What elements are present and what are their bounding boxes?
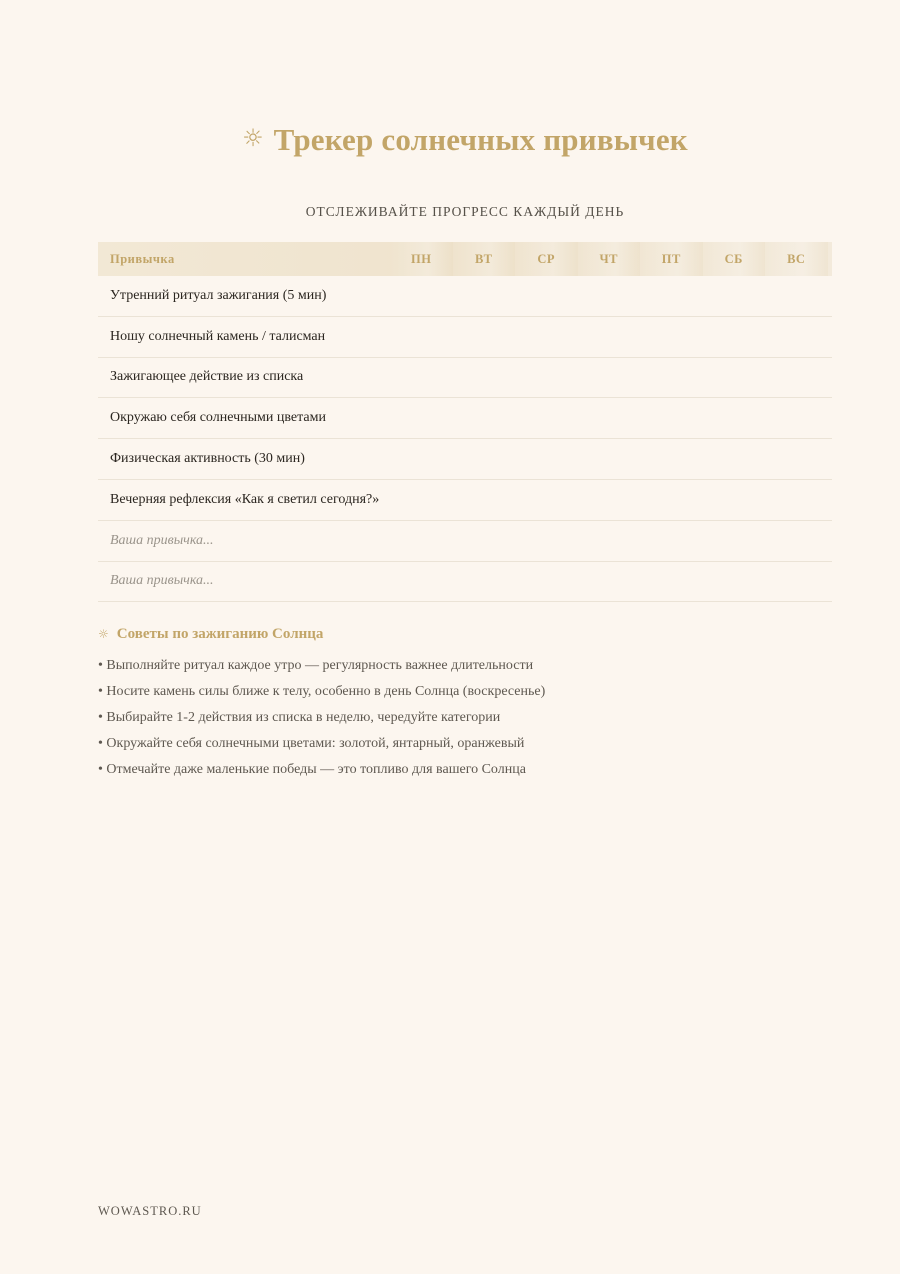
habit-label: Окружаю себя солнечными цветами (110, 410, 326, 426)
table-row-custom (98, 521, 832, 562)
table-header (98, 242, 832, 276)
custom-habit-placeholder: Ваша привычка... (110, 532, 214, 548)
page-title-text: Трекер солнечных привычек (273, 122, 688, 157)
footer-site: WOWASTRO.RU (98, 1204, 202, 1218)
sun-icon: ☼ (98, 627, 109, 641)
habit-label: Утренний ритуал зажигания (5 мин) (110, 287, 327, 303)
tips-title (98, 625, 323, 643)
column-header-tue: ВТ (453, 242, 516, 276)
tip-item: • Носите камень силы ближе к телу, особенно в день Солнца (воскресенье) (98, 684, 546, 699)
tip-item: • Выполняйте ритуал каждое утро — регулярность важнее длительности (98, 658, 534, 673)
tip-item: • Выбирайте 1-2 действия из списка в неделю, чередуйте категории (98, 710, 501, 725)
table-row (98, 398, 832, 439)
tips-heading: Советы по зажиганию Солнца (116, 626, 324, 642)
habit-label: Вечерняя рефлексия «Как я светил сегодня?» (110, 491, 380, 507)
column-header-wed: СР (515, 242, 578, 276)
tip-item: • Отмечайте даже маленькие победы — это топливо для вашего Солнца (98, 762, 526, 777)
custom-habit-placeholder: Ваша привычка... (110, 573, 214, 589)
column-header-habit: Привычка (110, 251, 175, 266)
page-title (98, 122, 832, 158)
habit-label: Зажигающее действие из списка (110, 369, 304, 385)
table-row (98, 439, 832, 480)
tips-list (98, 657, 545, 787)
habit-label: Ношу солнечный камень / талисман (110, 328, 326, 344)
table-row (98, 276, 832, 317)
table-row-custom (98, 562, 832, 603)
habit-table (98, 242, 832, 602)
column-header-sat: СБ (703, 242, 766, 276)
sun-icon: ☼ (242, 124, 264, 152)
column-header-sun: ВС (765, 242, 828, 276)
tip-item: • Окружайте себя солнечными цветами: золотой, янтарный, оранжевый (98, 736, 525, 751)
column-header-mon: ПН (390, 242, 453, 276)
table-row (98, 317, 832, 358)
page-subtitle: ОТСЛЕЖИВАЙТЕ ПРОГРЕСС КАЖДЫЙ ДЕНЬ (305, 204, 625, 219)
table-row (98, 480, 832, 521)
table-row (98, 358, 832, 399)
column-header-thu: ЧТ (578, 242, 641, 276)
habit-label: Физическая активность (30 мин) (110, 451, 305, 467)
column-header-fri: ПТ (640, 242, 703, 276)
